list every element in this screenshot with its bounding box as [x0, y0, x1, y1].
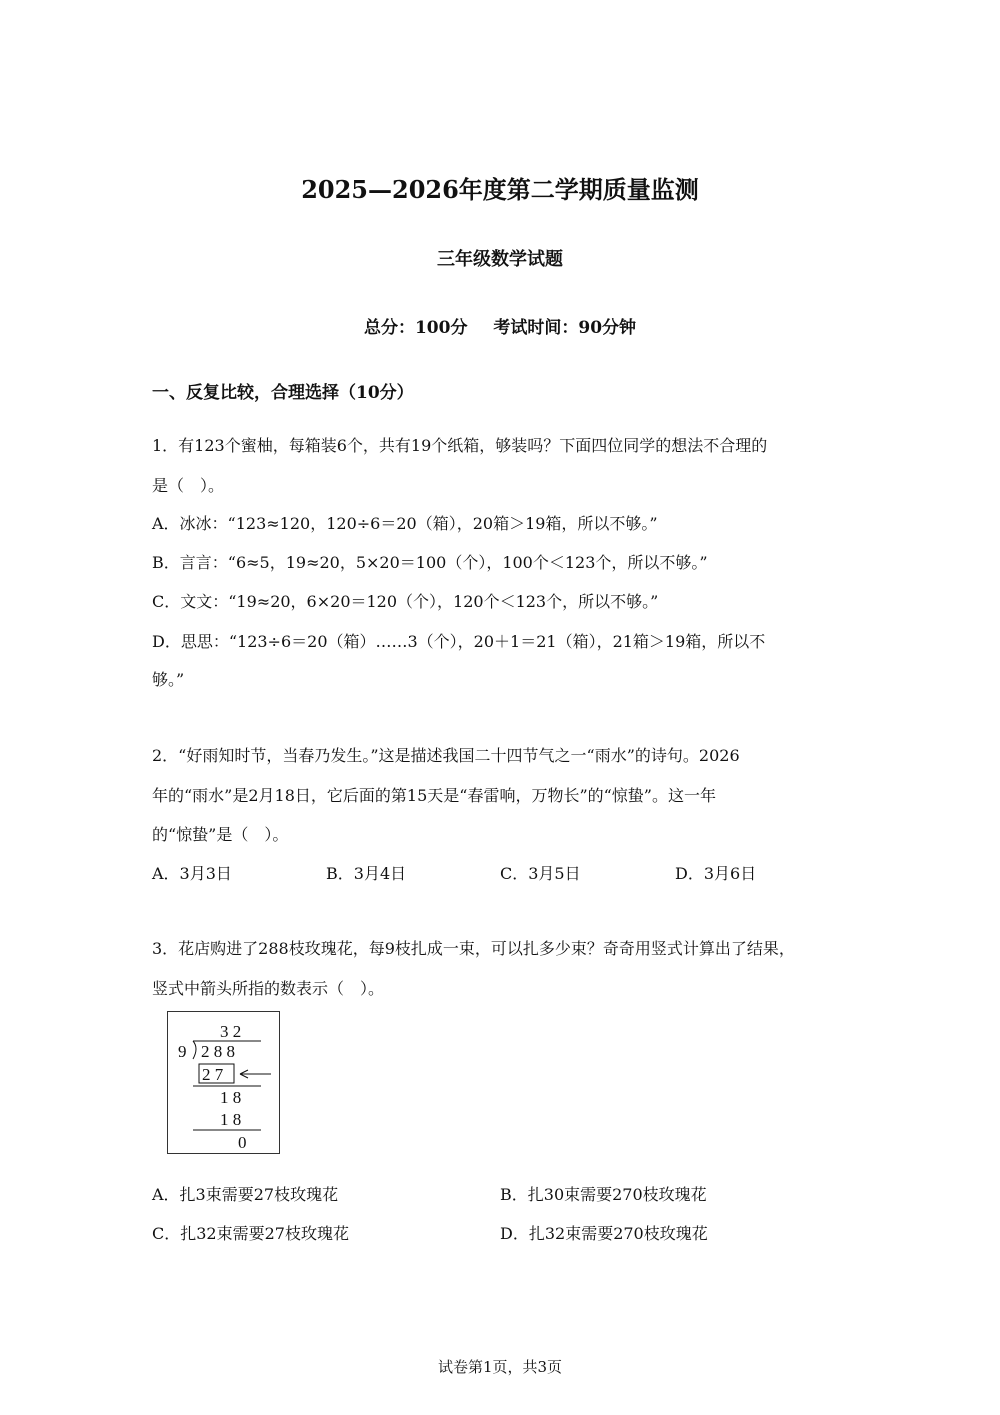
page-footer: 试卷第1页，共3页: [437, 1358, 563, 1376]
q2-option-b: B．3月4日: [326, 864, 407, 883]
division-quotient: 3 2: [220, 1022, 242, 1041]
q3-stem-line2: 竖式中箭头所指的数表示（ ）。: [152, 979, 385, 998]
q1-stem-line2: 是（ ）。: [152, 476, 225, 495]
division-step-remainder: 1 8: [220, 1088, 242, 1107]
division-step-product: 2 7: [202, 1065, 224, 1084]
q2-option-d: D．3月6日: [675, 864, 757, 883]
division-divisor: 9: [178, 1042, 187, 1061]
exam-time: 考试时间：90分钟: [493, 318, 637, 338]
q2-option-a: A．3月3日: [152, 864, 232, 883]
q2-stem-line1: 2．“好雨知时节，当春乃发生。”这是描述我国二十四节气之一“雨水”的诗句。2026: [152, 746, 740, 765]
total-score: 总分：100分: [363, 318, 468, 338]
q1-option-b: B．言言：“6≈5，19≈20，5×20＝100（个），100个＜123个，所以不够。”: [152, 553, 708, 572]
exam-title: 2025—2026年度第二学期质量监测: [301, 175, 699, 204]
division-dividend: 2 8 8: [201, 1042, 235, 1061]
q3-option-c: C．扎32束需要27枝玫瑰花: [152, 1224, 349, 1243]
q3-option-a: A．扎3束需要27枝玫瑰花: [152, 1185, 339, 1204]
division-final-remainder: 0: [238, 1133, 247, 1152]
exam-subtitle: 三年级数学试题: [437, 249, 563, 270]
q3-stem-line1: 3．花店购进了288枝玫瑰花，每9枝扎成一束，可以扎多少束？奇奇用竖式计算出了结果，: [152, 939, 795, 958]
q3-option-d: D．扎32束需要270枝玫瑰花: [500, 1224, 708, 1243]
q2-option-c: C．3月5日: [500, 864, 581, 883]
q1-option-d-line2: 够。”: [152, 670, 185, 689]
exam-meta: [0, 313, 1000, 338]
q1-option-c: C．文文：“19≈20，6×20＝120（个），120个＜123个，所以不够。”: [152, 592, 659, 611]
q1-option-a: A．冰冰：“123≈120，120÷6＝20（箱），20箱＞19箱，所以不够。”: [152, 514, 658, 533]
long-division-figure: [167, 1011, 280, 1154]
division-step-product2: 1 8: [220, 1110, 242, 1129]
section-heading: 一、反复比较，合理选择（10分）: [152, 383, 414, 403]
q1-stem-line1: 1．有123个蜜柚，每箱装6个，共有19个纸箱，够装吗？下面四位同学的想法不合理的: [152, 436, 768, 455]
q2-stem-line2: 年的“雨水”是2月18日，它后面的第15天是“春雷响，万物长”的“惊蛰”。这一年: [152, 786, 716, 805]
q1-option-d-line1: D．思思：“123÷6＝20（箱）……3（个），20＋1＝21（箱），21箱＞19箱，所以不: [152, 632, 766, 651]
q2-stem-line3: 的“惊蛰”是（ ）。: [152, 825, 289, 844]
q3-option-b: B．扎30束需要270枝玫瑰花: [500, 1185, 707, 1204]
